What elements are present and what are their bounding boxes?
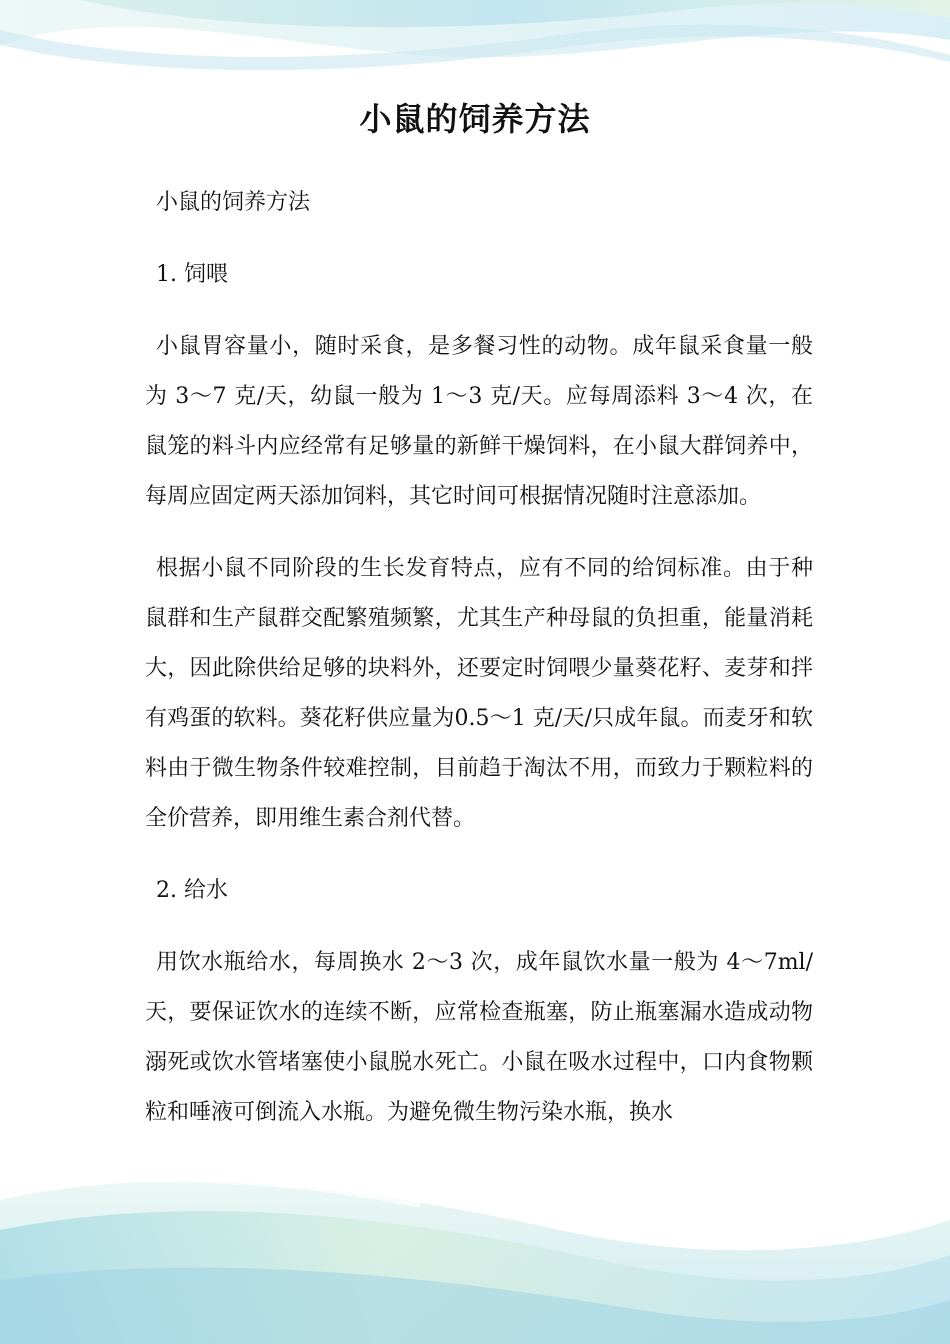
section-heading-feeding: 1. 饲喂 — [156, 262, 228, 287]
section-heading-watering: 2. 给水 — [156, 878, 228, 903]
paragraph-feeding-amount: 小鼠胃容量小，随时采食，是多餐习性的动物。成年鼠采食量一般为 3～7 克/天，幼鼠一般为 1～3 克/天。应每周添料 3～4 次，在鼠笼的料斗内应经常有足够量的新鲜干燥饲料，在小鼠大群饲养中，每周应固定两天添加饲料，其它时间可根据情况随时注意添加。 — [145, 334, 813, 509]
paragraph-watering: 用饮水瓶给水，每周换水 2～3 次，成年鼠饮水量一般为 4～7ml/天，要保证饮水的连续不断，应常检查瓶塞，防止瓶塞漏水造成动物溺死或饮水管堵塞使小鼠脱水死亡。小鼠在吸水过程中，口内食物颗粒和唾液可倒流入水瓶。为避免微生物污染水瓶，换水 — [145, 950, 813, 1125]
footer-wave-decoration — [0, 1160, 950, 1344]
paragraph-feeding-standard: 根据小鼠不同阶段的生长发育特点，应有不同的给饲标准。由于种鼠群和生产鼠群交配繁殖频繁，尤其生产种母鼠的负担重，能量消耗大，因此除供给足够的块料外，还要定时饲喂少量葵花籽、麦芽和拌有鸡蛋的软料。葵花籽供应量为0.5～1 克/天/只成年鼠。而麦牙和软料由于微生物条件较难控制，目前趋于淘汰不用，而致力于颗粒料的全价营养，即用维生素合剂代替。 — [145, 556, 813, 831]
document-body — [145, 178, 813, 1160]
document-title: 小鼠的饲养方法 — [359, 100, 591, 138]
paragraph-subtitle: 小鼠的饲养方法 — [156, 190, 311, 215]
